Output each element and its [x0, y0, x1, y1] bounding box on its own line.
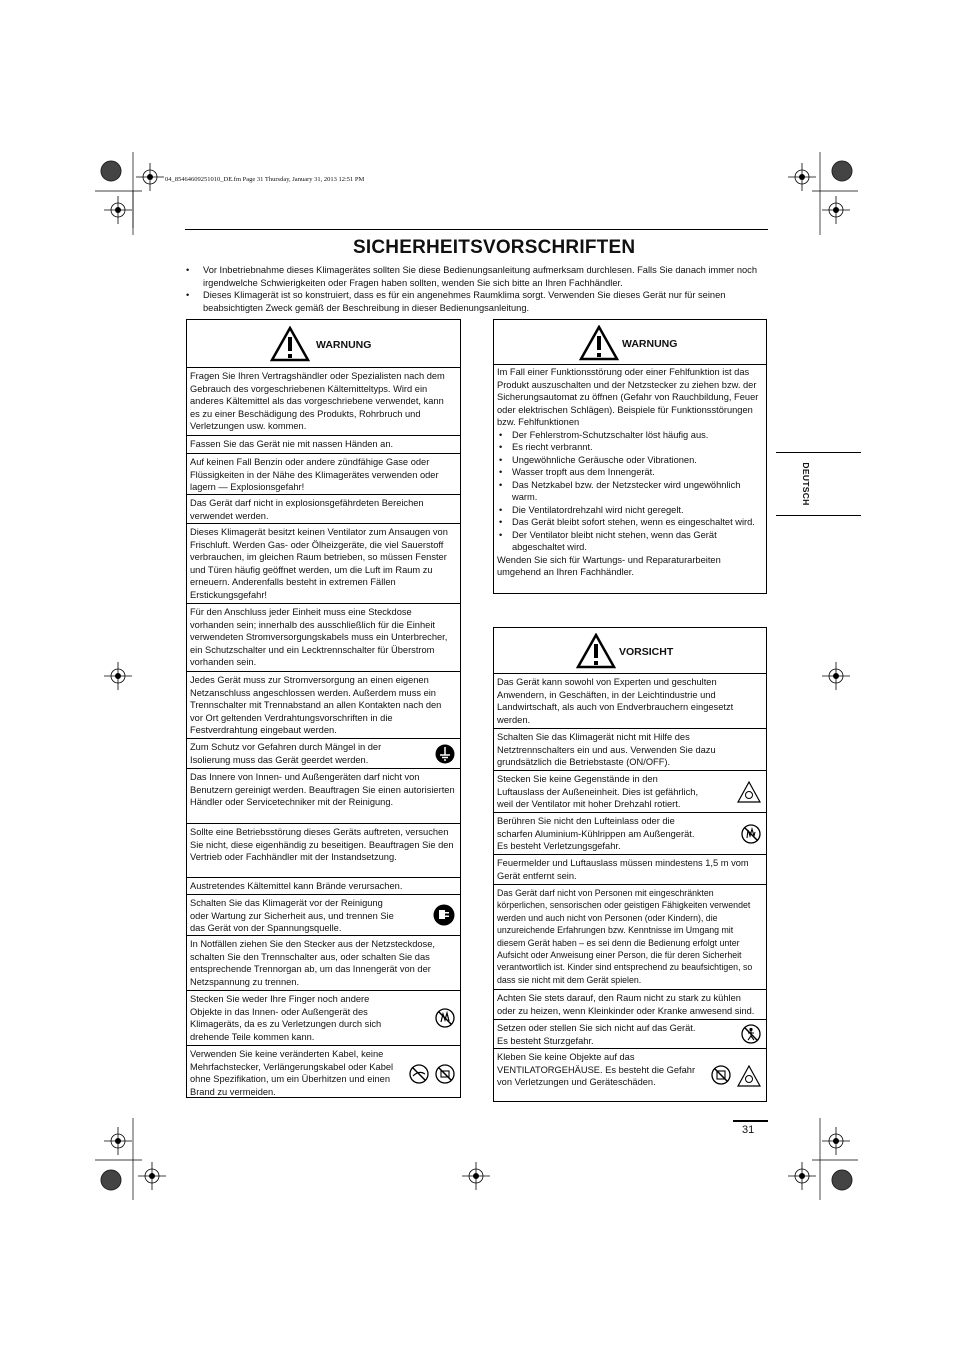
warning-item: Fragen Sie Ihren Vertragshändler oder Spezialisten nach dem Gebrauch des vorgeschriebenen Kältemitteltyps. Wird ein anderes Kältemittel als das vorgeschriebene verwendet, kann es zu einer Beschädigung des Produkts, Rohrbruch und Verletzungen usw. kommen. — [187, 368, 460, 436]
caution-item: Schalten Sie das Klimagerät nicht mit Hilfe des Netztrennschalters ein und aus. Verwenden Sie dazu grundsätzlich die Betriebstaste (ON/OFF). — [494, 729, 766, 771]
page-number-rule — [733, 1120, 768, 1122]
hazard-triangle-icon — [737, 781, 761, 803]
intro-item: • Vor Inbetriebnahme dieses Klimagerätes sollten Sie diese Bedienungsanleitung aufmerksam durchlesen. Falls Sie danach immer noch irgendwelche Schwierigkeiten oder Fragen haben sollten, wenden Sie sich bitte an Ihren Fachhändler. — [186, 265, 757, 288]
malfunction-list — [497, 429, 762, 554]
caution-item: Das Gerät darf nicht von Personen mit eingeschränkten körperlichen, sensorischen oder geistigen Fähigkeiten verwendet werden und auch nicht von Personen (oder Kindern), die unzureichende Erfahrungen bzw. Kenntnisse im Umgang mit diesem Gerät haben – es sei denn die Bedienung erfolgt unter Aufsicht oder Anweisung einer Person, die für deren Sicherheit verantwortlich ist. Kinder sind entsprechend zu beaufsichtigen, so dass sie nicht mit dem Gerät spielen. — [494, 885, 766, 990]
malfunction-outro: Wenden Sie sich für Wartungs- und Reparaturarbeiten umgehend an Ihren Fachhändler. — [497, 554, 721, 577]
warning-item: Sollte eine Betriebsstörung dieses Geräts auftreten, versuchen Sie nicht, diese eigenhändig zu beseitigen. Beauftragen Sie den Vertrieb oder Fachhändler mit der Instandsetzung. — [187, 824, 460, 878]
intro-list — [186, 264, 766, 314]
list-item: • Das Gerät bleibt sofort stehen, wenn es eingeschaltet wird. — [497, 516, 762, 529]
malfunction-intro: Im Fall einer Funktionsstörung oder einer Fehlfunktion ist das Produkt auszuschalten und der Netzstecker zu ziehen bzw. der Sicherungsautomat zu öffnen (Gefahr von Rauchbildung, Feuer oder elektrischen Schlägen). Beispiele für Funktionsstörungen bzw. Fehlfunktionen — [497, 367, 759, 427]
ground-icon — [435, 744, 455, 764]
caution-label: VORSICHT — [619, 646, 674, 658]
hazard-triangle-icon — [737, 1065, 761, 1087]
list-item: • Die Ventilatordrehzahl wird nicht geregelt. — [497, 504, 762, 517]
warning-item: Austretendes Kältemittel kann Brände verursachen. — [187, 878, 460, 895]
caution-item: Berühren Sie nicht den Lufteinlass oder die scharfen Aluminium-Kühlrippen am Außengerät. Es besteht Verletzungsgefahr. — [494, 813, 766, 855]
warning-item: Auf keinen Fall Benzin oder andere zündfähige Gase oder Flüssigkeiten in der Nähe des Klimagerätes verwenden oder lagern — Explosionsgefahr! — [187, 454, 460, 495]
caution-box — [493, 627, 767, 1102]
malfunction-section — [494, 365, 766, 581]
warning-box-left — [186, 319, 461, 1098]
caution-item: Kleben Sie keine Objekte auf das VENTILATORGEHÄUSE. Es besteht die Gefahr von Verletzungen und Geräteschäden. — [494, 1049, 766, 1103]
warning-triangle-icon — [579, 325, 619, 361]
warning-item: Das Gerät darf nicht in explosionsgefährdeten Bereichen verwendet werden. — [187, 495, 460, 524]
no-fingers-icon — [435, 1008, 455, 1028]
list-item: • Ungewöhnliche Geräusche oder Vibrationen. — [497, 454, 762, 467]
warning-label: WARNUNG — [316, 339, 372, 351]
warning-header — [494, 320, 766, 365]
caution-item: Achten Sie stets darauf, den Raum nicht zu stark zu kühlen oder zu heizen, wenn Kleinkinder oder Kranke anwesend sind. — [494, 990, 766, 1020]
warning-item: Dieses Klimagerät besitzt keinen Ventilator zum Ansaugen von Frischluft. Werden Gas- oder Ölheizgeräte, die viel Sauerstoff verbrauchen, im gleichen Raum betrieben, so müssen Fenster und Türen häufig geöffnet werden, um die Luft im Raum zu erneuern. Anderenfalls besteht in extremen Fällen Erstickungsgefahr! — [187, 524, 460, 604]
warning-item: Verwenden Sie keine veränderten Kabel, keine Mehrfachstecker, Verlängerungskabel oder Kabel ohne Spezifikation, um ein Überhitzen und einen Brand zu vermeiden. — [187, 1046, 460, 1101]
no-touch-icon — [741, 824, 761, 844]
list-item: • Wasser tropft aus dem Innengerät. — [497, 466, 762, 479]
intro-item: • Dieses Klimagerät ist so konstruiert, dass es für ein angenehmes Raumklima sorgt. Verwenden Sie dieses Gerät nur für seinen beabsichtigten Zweck gemäß der Beschreibung in dieser Bedienungsanleitung. — [186, 290, 726, 313]
warning-item: Schalten Sie das Klimagerät vor der Reinigung oder Wartung zur Sicherheit aus, und trennen Sie das Gerät von der Spannungsquelle. — [187, 895, 460, 936]
caution-item: Setzen oder stellen Sie sich nicht auf das Gerät. Es besteht Sturzgefahr. — [494, 1020, 766, 1049]
warning-item: Jedes Gerät muss zur Stromversorgung an einen eigenen Netzanschluss angeschlossen werden. Außerdem muss ein Trennschalter mit Trennabstand an allen Kontakten nach den vor Ort geltenden Verdrahtungsvorschriften in die Festverdrahtung eingebaut werden. — [187, 672, 460, 739]
page-number: 31 — [742, 1124, 755, 1136]
list-item: • Es riecht verbrannt. — [497, 441, 762, 454]
warning-item: Für den Anschluss jeder Einheit muss eine Steckdose vorhanden sein; innerhalb des ausschließlich für die Einheit verwendeten Stromversorgungskabels muss ein Unterbrecher, ein Schutzschalter und ein Lecktrennschalter für Überstrom vorhanden sein. — [187, 604, 460, 672]
warning-item: Das Innere von Innen- und Außengeräten darf nicht von Benutzern gereinigt werden. Beauftragen Sie einen autorisierten Händler oder Servicetechniker mit der Reinigung. — [187, 769, 460, 824]
caution-item: Stecken Sie keine Gegenstände in den Luftauslass der Außeneinheit. Dies ist gefährlich, weil der Ventilator mit hoher Drehzahl rotiert. — [494, 771, 766, 813]
no-cover-icon — [711, 1065, 731, 1085]
caution-item: Feuermelder und Luftauslass müssen mindestens 1,5 m vom Gerät entfernt sein. — [494, 855, 766, 885]
list-item: • Der Ventilator bleibt nicht stehen, wenn das Gerät abgeschaltet wird. — [497, 529, 762, 554]
warning-label: WARNUNG — [622, 338, 678, 350]
warning-item: Fassen Sie das Gerät nie mit nassen Händen an. — [187, 436, 460, 454]
warning-item: Zum Schutz vor Gefahren durch Mängel in der Isolierung muss das Gerät geerdet werden. — [187, 739, 460, 769]
warning-header — [187, 320, 460, 368]
page-title: SICHERHEITSVORSCHRIFTEN — [353, 237, 636, 258]
list-item: • Der Fehlerstrom-Schutzschalter löst häufig aus. — [497, 429, 762, 442]
list-item: • Das Netzkabel bzw. der Netzstecker wird ungewöhnlich warm. — [497, 479, 762, 504]
caution-item: Das Gerät kann sowohl von Experten und geschulten Anwendern, in Geschäften, in der Leichtindustrie und Landwirtschaft, als auch von Endverbrauchern eingesetzt werden. — [494, 674, 766, 729]
warning-triangle-icon — [270, 326, 310, 362]
header-rule — [185, 229, 768, 230]
no-modified-cable-icon — [409, 1064, 429, 1084]
warning-triangle-icon — [576, 633, 616, 669]
unplug-icon — [433, 904, 455, 926]
warning-box-right — [493, 319, 767, 594]
language-tab: DEUTSCH — [776, 452, 861, 516]
caution-header — [494, 628, 766, 674]
no-stand-icon — [741, 1024, 761, 1044]
warning-item: Stecken Sie weder Ihre Finger noch andere Objekte in das Innen- oder Außengerät des Klimageräts, da es zu Verletzungen durch sich drehende Teile kommen kann. — [187, 991, 460, 1046]
no-multi-plug-icon — [435, 1064, 455, 1084]
file-info: 04_85464609251010_DE.fm Page 31 Thursday, January 31, 2013 12:51 PM — [165, 176, 365, 183]
warning-item: In Notfällen ziehen Sie den Stecker aus der Netzsteckdose, schalten Sie den Trennschalter aus, oder schalten Sie das entsprechende Trennorgan ab, um das Innengerät von der Netzspannung zu trennen. — [187, 936, 460, 991]
